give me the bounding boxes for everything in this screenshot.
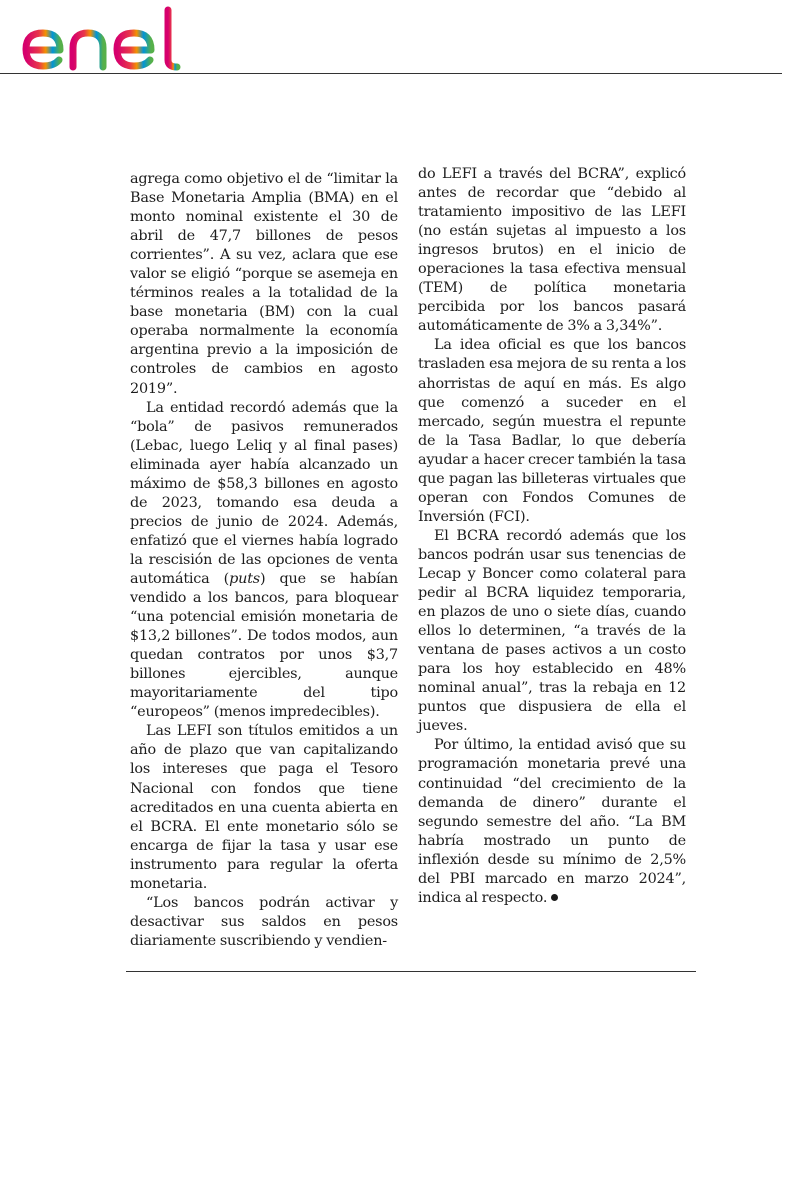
- paragraph-italic: puts: [229, 570, 260, 587]
- paragraph: agrega como objetivo el de “limitar la Base Monetaria Amplia (BMA) en el monto nominal existente el 30 de abril de 47,7 billones de pesos corrientes”. A su vez, aclara que ese valor se eligió “porque se asemeja en términos reales a la totalidad de la base monetaria (BM) con la cual operaba normalmente la economía argentina previo a la imposición de controles de cambios en agosto 2019”.: [130, 171, 398, 397]
- paragraph-text: Por último, la entidad avisó que su programación monetaria prevé una continuidad “del crecimiento de la demanda de dinero” durante el segundo semestre del año. “La BM habría mostrado un punto de inflexión desde su mínimo de 2,5% del PBI marcado en marzo 2024”, indica al respecto.: [418, 737, 686, 906]
- enel-logo-mark: [16, 4, 196, 72]
- enel-logo: [16, 4, 196, 72]
- article-column-left: [130, 170, 398, 951]
- paragraph-text-after: ) que se habían vendido a los bancos, para bloquear “una potencial emisión monetaria de $13,2 billones”. De todos modos, aun quedan contratos por unos $3,7 billones ejercibles, aunque mayoritariamente del tipo “europeos” (menos impredecibles).: [130, 570, 398, 721]
- paragraph: [418, 736, 686, 907]
- end-of-article-mark: [551, 894, 558, 901]
- footer-divider: [126, 971, 696, 972]
- paragraph: do LEFI a través del BCRA”, explicó antes de recordar que “debido al tratamiento impositivo de las LEFI (no están sujetas al impuesto a los ingresos brutos) en el inicio de operaciones la tasa efectiva mensual (TEM) de política monetaria percibida por los bancos pasará automáticamente de 3% a 3,34%”.: [418, 166, 686, 335]
- paragraph-text: La entidad recordó además que la “bola” de pasivos remunerados (Lebac, luego Leliq y al final pases) eliminada ayer había alcanzado un máximo de $58,3 billones en agosto de 2023, tomando esa deuda a precios de junio de 2024. Además, enfatizó que el viernes había logrado la rescisión de las opciones de venta automática (: [130, 399, 398, 587]
- article-column-right: [418, 165, 686, 908]
- paragraph: Las LEFI son títulos emitidos a un año de plazo que van capitalizando los intereses que paga el Tesoro Nacional con fondos que tiene acreditados en una cuenta abierta en el BCRA. El ente monetario sólo se encarga de fijar la tasa y usar ese instrumento para regular la oferta monetaria.: [130, 723, 398, 892]
- paragraph: El BCRA recordó además que los bancos podrán usar sus tenencias de Lecap y Boncer como colateral para pedir al BCRA liquidez temporaria, en plazos de uno o siete días, cuando ellos lo determinen, “a través de la ventana de pases activos a un costo para los hoy establecido en 48% nominal anual”, tras la rebaja en 12 puntos que dispusiera de ella el jueves.: [418, 527, 686, 735]
- article-body: [130, 166, 688, 970]
- header-divider: [0, 73, 782, 74]
- paragraph: “Los bancos podrán activar y desactivar sus saldos en pesos diariamente suscribiendo y vendien-: [130, 894, 398, 949]
- paragraph: La idea oficial es que los bancos trasladen esa mejora de su renta a los ahorristas de aquí en más. Es algo que comenzó a suceder en el mercado, según muestra el repunte de la Tasa Badlar, lo que debería ayudar a hacer crecer también la tasa que pagan las billeteras virtuales que operan con Fondos Comunes de Inversión (FCI).: [418, 337, 686, 525]
- paragraph: [130, 399, 398, 723]
